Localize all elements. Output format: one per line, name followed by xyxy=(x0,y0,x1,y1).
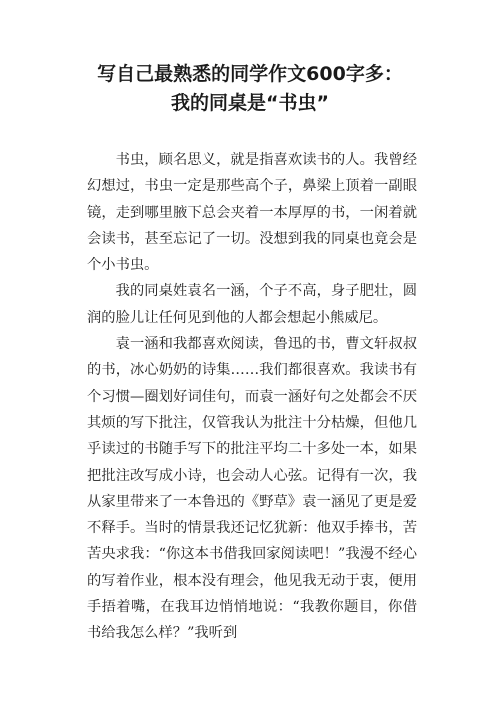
title-line-2: 我的同桌是“书虫” xyxy=(171,92,329,114)
document-title xyxy=(60,60,440,118)
paragraph-3: 袁一涵和我都喜欢阅读，鲁迅的书，曹文轩叔叔的书，冰心奶奶的诗集……我们都很喜欢。我读书有个习惯—圈划好词佳句，而袁一涵好句之处都会不厌其烦的写下批注，仅管我认为批注十分枯燥，但他几乎读过的书随手写下的批注平均二十多处一本，如果把批注改写成小诗，也会动人心弦。记得有一次，我从家里带来了一本鲁迅的《野草》袁一涵见了更是爱不释手。当时的情景我还记忆犹新：他双手捧书，苦苦央求我：“你这本书借我回家阅读吧！”我漫不经心的写着作业，根本没有理会，他见我无动于衷，便用手捂着嘴，在我耳边悄悄地说：“我教你题目，你借书给我怎么样？”我听到 xyxy=(87,336,417,642)
article-body xyxy=(87,147,417,647)
paragraph-1: 书虫，顾名思义，就是指喜欢读书的人。我曾经幻想过，书虫一定是那些高个子，鼻梁上顶着一副眼镜，走到哪里腋下总会夹着一本厚厚的书，一闲着就会读书，甚至忘记了一切。没想到我的同桌也竟会是个小书虫。 xyxy=(87,152,417,274)
title-line-1: 写自己最熟悉的同学作文600字多： xyxy=(97,63,403,85)
paragraph-2: 我的同桌姓袁名一涵，个子不高，身子肥壮，圆润的脸儿让任何见到他的人都会想起小熊威尼。 xyxy=(87,283,417,326)
